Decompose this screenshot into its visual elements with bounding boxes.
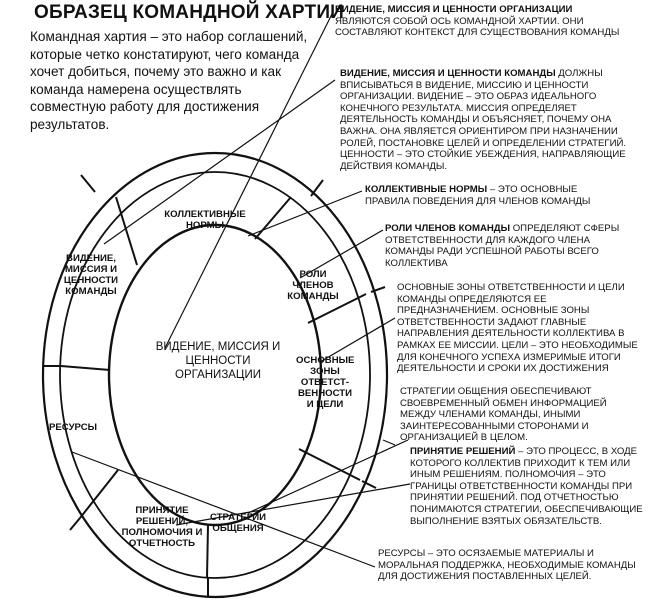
segment-norms: КОЛЛЕКТИВНЫЕ НОРМЫ bbox=[164, 209, 246, 231]
note-org-vision bbox=[335, 4, 645, 39]
note-team-vision-body: ДОЛЖНЫ ВПИСЫВАТЬСЯ В ВИДЕНИЕ, МИССИЮ И ЦЕННОСТИ ОРГАНИЗАЦИИ. ВИДЕНИЕ – ЭТО ОБРАЗ ИДЕАЛЬНОГО КОНЕЧНОГО РЕЗУЛЬТАТА. МИССИЯ ОПРЕДЕЛЯЕТ ДЕЯТЕЛЬНОСТЬ КОМАНДЫ И ОБЪЯСНЯЕТ, ПОЧЕМУ ОНА ВАЖНА. ОНА ЯВЛЯЕТСЯ ОРИЕНТИРОМ ПРИ НАЗНАЧЕНИИ РОЛЕЙ, ПОСТАНОВКЕ ЦЕЛЕЙ И ОПРЕДЕЛЕНИИ СТРАТЕГИЙ. ЦЕННОСТИ – ЭТО СТОЙКИЕ УБЕЖДЕНИЯ, НАПРАВЛЯЮЩИЕ ДЕЙСТВИЯ КОМАНДЫ. bbox=[340, 68, 627, 172]
note-team-vision bbox=[340, 68, 645, 172]
segment-roles: РОЛИ ЧЛЕНОВ КОМАНДЫ bbox=[287, 269, 339, 302]
note-strategies-body: СТРАТЕГИИ ОБЩЕНИЯ ОБЕСПЕЧИВАЮТ СВОЕВРЕМЕННЫЙ ОБМЕН ИНФОРМАЦИЕЙ МЕЖДУ ЧЛЕНАМИ КОМАНДЫ, ИНЫМИ ЗАИНТЕРЕСОВАННЫМИ СТОРОНАМИ И ОРГАНИЗАЦИЕЙ В ЦЕЛОМ. bbox=[400, 386, 607, 444]
note-decisions-head: ПРИНЯТИЕ РЕШЕНИЙ bbox=[410, 446, 516, 457]
note-roles bbox=[385, 223, 640, 269]
page-title: ОБРАЗЕЦ КОМАНДНОЙ ХАРТИИ bbox=[34, 2, 345, 23]
segment-team-vision: ВИДЕНИЕ, МИССИЯ И ЦЕННОСТИ КОМАНДЫ bbox=[63, 253, 119, 297]
divider-outer-top-right bbox=[311, 180, 323, 196]
note-zones bbox=[397, 282, 647, 375]
intro-text: Командная хартия – это набор соглашений, которые четко констатируют, чего команда хочет добиться, почему это важно и как команда намерена осуществлять совместную работу для достижения результатов. bbox=[30, 29, 308, 132]
note-roles-body: ОПРЕДЕЛЯЮТ СФЕРЫ ОТВЕТСТВЕННОСТИ ДЛЯ КАЖДОГО ЧЛЕНА КОМАНДЫ РАДИ УСПЕШНОЙ РАБОТЫ ВСЕГО КОЛЛЕКТИВА bbox=[385, 223, 620, 269]
note-strategies bbox=[400, 386, 640, 444]
segment-decisions: ПРИНЯТИЕ РЕШЕНИЙ, ПОЛНОМОЧИЯ И ОТЧЕТНОСТЬ bbox=[121, 505, 203, 549]
note-org-vision-head: ВИДЕНИЕ, МИССИЯ И ЦЕННОСТИ ОРГАНИЗАЦИИ bbox=[335, 4, 573, 15]
note-roles-head: РОЛИ ЧЛЕНОВ КОМАНДЫ bbox=[385, 223, 511, 234]
note-org-vision-body: ЯВЛЯЮТСЯ СОБОЙ ОСЬ КОМАНДНОЙ ХАРТИИ. ОНИ СОСТАВЛЯЮТ КОНТЕКСТ ДЛЯ СУЩЕСТВОВАНИЯ КОМАНДЫ bbox=[335, 15, 620, 39]
segment-resources: РЕСУРСЫ bbox=[48, 422, 98, 433]
segment-zones: ОСНОВНЫЕ ЗОНЫ ОТВЕТСТ-ВЕННОСТИ И ЦЕЛИ bbox=[296, 355, 355, 410]
note-norms bbox=[365, 184, 620, 207]
segment-strategies: СТРАТЕГИИ ОБЩЕНИЯ bbox=[209, 512, 267, 534]
note-decisions bbox=[410, 446, 645, 527]
leader-n6b bbox=[383, 440, 395, 445]
divider-outer-bottom-left bbox=[70, 518, 80, 530]
note-resources-body: РЕСУРСЫ – ЭТО ОСЯЗАЕМЫЕ МАТЕРИАЛЫ И МОРАЛЬНАЯ ПОДДЕРЖКА, НЕОБХОДИМЫЕ КОМАНДЫ ДЛЯ ДОСТИЖЕНИЯ ПОСТАВЛЕННЫХ ЦЕЛЕЙ. bbox=[378, 548, 636, 583]
leader-n6 bbox=[248, 440, 408, 513]
center-org-vision: ВИДЕНИЕ, МИССИЯ И ЦЕННОСТИ ОРГАНИЗАЦИИ bbox=[155, 341, 281, 381]
divider-norms-roles bbox=[255, 197, 291, 239]
divider-res-vision bbox=[61, 366, 110, 370]
divider-outer-top-left bbox=[81, 175, 95, 192]
note-norms-body: – ЭТО ОСНОВНЫЕ ПРАВИЛА ПОВЕДЕНИЯ ДЛЯ ЧЛЕНОВ КОМАНДЫ bbox=[365, 184, 591, 207]
note-zones-body: ОСНОВНЫЕ ЗОНЫ ОТВЕТСТВЕННОСТИ И ЦЕЛИ КОМАНДЫ ОПРЕДЕЛЯЮТСЯ ЕЕ ПРЕДНАЗНАЧЕНИЕМ. ОСНОВНЫЕ ЗОНЫ ОТВЕТСТВЕННОСТИ ЗАДАЮТ ГЛАВНЫЕ НАПРАВЛЕНИЯ ДЕЯТЕЛЬНОСТИ КОЛЛЕКТИВА В РАМКАХ ЕЕ МИССИИ. ЦЕЛИ – ЭТО НЕОБХОДИМЫЕ ДЛЯ КОНЕЧНОГО УСПЕХА ИЗМЕРИМЫЕ ИТОГИ ДЕЯТЕЛЬНОСТИ И СРОКИ ИХ ДОСТИЖЕНИЯ bbox=[397, 282, 638, 375]
note-norms-head: КОЛЛЕКТИВНЫЕ НОРМЫ bbox=[365, 184, 488, 195]
note-team-vision-head: ВИДЕНИЕ, МИССИЯ И ЦЕННОСТИ КОМАНДЫ bbox=[340, 68, 556, 79]
note-resources bbox=[378, 548, 646, 583]
note-decisions-body: – ЭТО ПРОЦЕСС, В ХОДЕ КОТОРОГО КОЛЛЕКТИВ ПРИХОДИТ К ТЕМ ИЛИ ИНЫМ РЕШЕНИЯМ. ПОЛНОМОЧИЯ – ЭТО ГРАНИЦЫ ОТВЕТСТВЕННОСТИ КОМАНДЫ ПРИ ПРИНЯТИИ РЕШЕНИЙ. ПОД ОТЧЕТНОСТЬЮ ПОНИМАЮТСЯ СТРАТЕГИИ, ОБЕСПЕЧИВАЮЩИЕ ВЫПОЛНЕНИЕ ВЗЯТЫХ ОБЯЗАТЕЛЬСТВ. bbox=[410, 446, 643, 527]
